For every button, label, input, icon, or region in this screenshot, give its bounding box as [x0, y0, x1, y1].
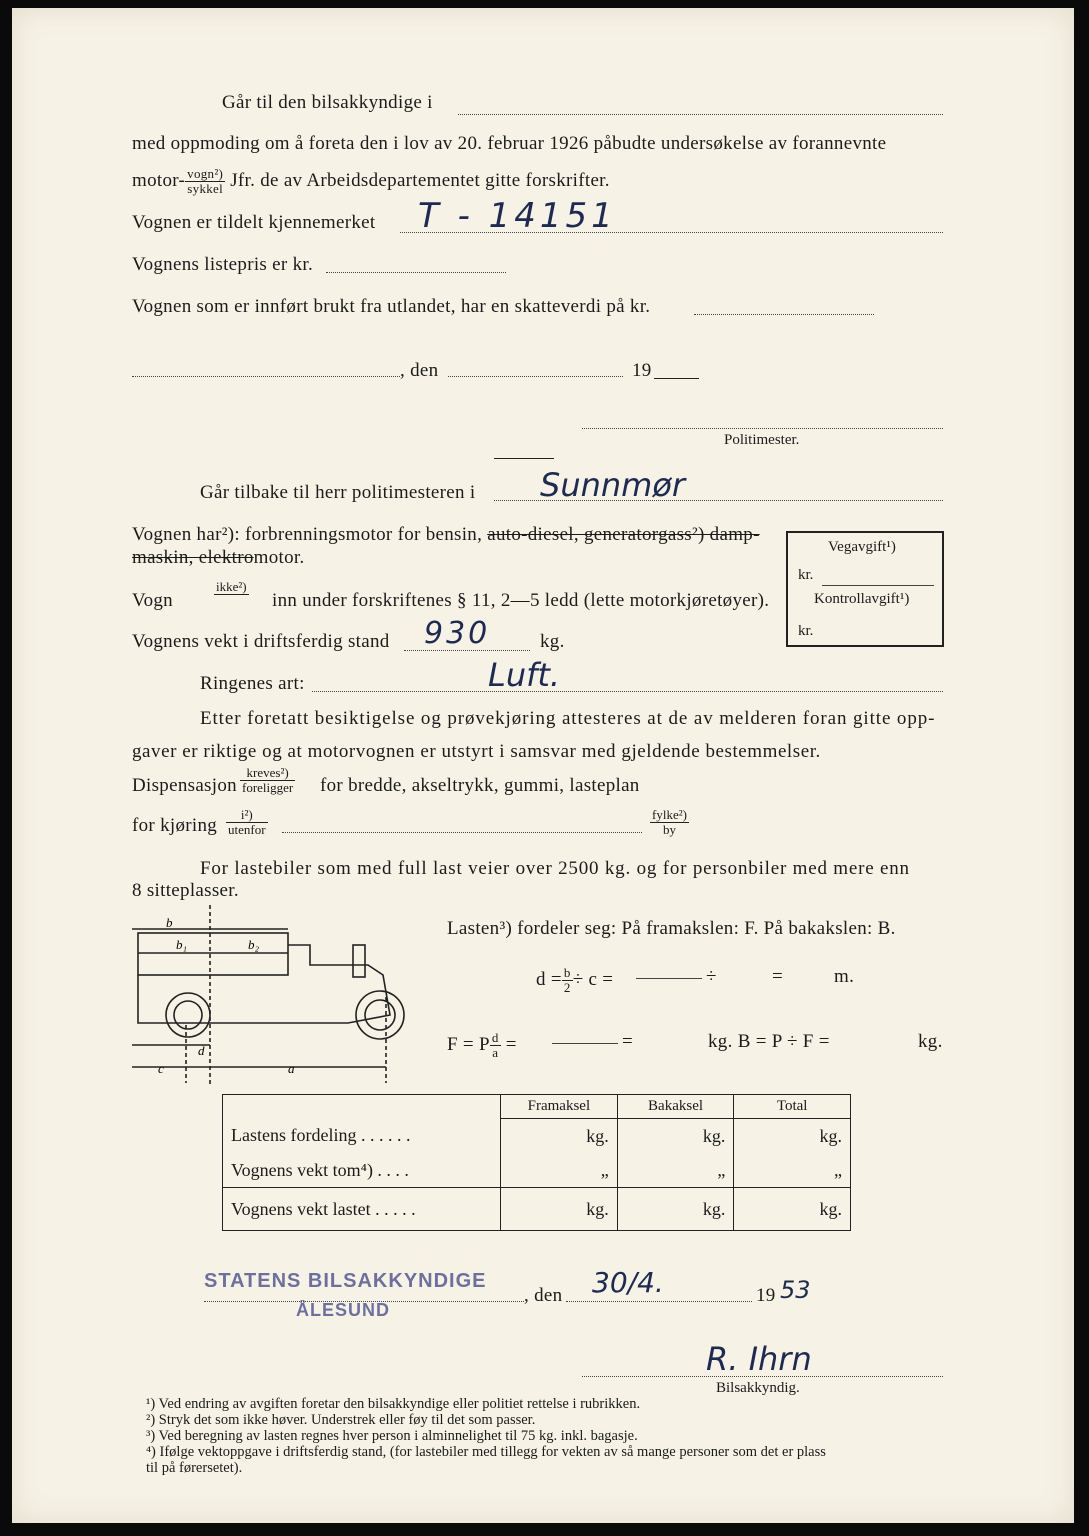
trucks-line2: 8 sitteplasser.: [132, 880, 239, 901]
tires-field[interactable]: [312, 691, 943, 692]
stamp-line2: ÅLESUND: [296, 1300, 391, 1320]
sign-den-label: , den: [524, 1285, 563, 1306]
table-cell[interactable]: kg.: [734, 1188, 851, 1231]
dispensation-label: Dispensasjon: [132, 775, 237, 796]
driving-fraction: $\frac{\text{i²)}}{\text{utenfor}}$: [228, 807, 266, 837]
table-cell[interactable]: „: [734, 1153, 851, 1188]
diagram-label-d: d: [198, 1043, 205, 1058]
control-fee-kr: kr.: [798, 623, 814, 639]
footnote-4-cont: til på førersetet).: [146, 1460, 243, 1476]
sign-date-value: 30/4.: [592, 1266, 664, 1299]
formula-d-eq: =: [772, 966, 784, 987]
table-row: [223, 1119, 851, 1154]
control-fee-label: Kontrollavgift¹): [814, 591, 910, 607]
driving-area-field[interactable]: [282, 832, 642, 833]
list-price-label: Vognens listepris er kr.: [132, 254, 314, 275]
request-line1: med oppmoding om å foreta den i lov av 20. februar 1926 påbudte undersøkelse av forannevnte: [132, 133, 887, 154]
year-field[interactable]: [654, 378, 699, 379]
dispensation-fraction: $\frac{\text{kreves²)}}{\text{foreligger}}$: [242, 765, 294, 795]
inspector-location-field[interactable]: [458, 114, 943, 115]
diagram-label-b2: b₂: [248, 937, 260, 952]
diagram-label-c: c: [158, 1061, 164, 1076]
diagram-label-a: a: [288, 1061, 295, 1076]
return-label: Går tilbake til herr politimesteren i: [200, 482, 476, 503]
truck-rear-wheel: [356, 991, 404, 1039]
tires-label: Ringenes art:: [200, 673, 305, 694]
formula-f-field[interactable]: [552, 1043, 618, 1044]
table-header: Framaksel: [501, 1095, 618, 1119]
vogn-rest: inn under forskriftenes § 11, 2—5 ledd (lette motorkjøretøyer).: [272, 590, 770, 611]
sign-place-field[interactable]: [204, 1301, 524, 1302]
request-line2: motor- $\frac{\text{vogn²)}}{\text{sykkel}}$ Jfr. de av Arbeidsdepartementet gitte forskrifter.: [132, 166, 610, 196]
trucks-line1: For lastebiler som med full last veier over 2500 kg. og for personbiler med mere enn: [200, 858, 910, 879]
place-field[interactable]: [132, 376, 400, 377]
registration-label: Vognen er tildelt kjennemerket: [132, 212, 376, 233]
engine-line2: maskin, elektromotor.: [132, 547, 305, 568]
date-field[interactable]: [448, 376, 623, 377]
engine-line1: Vognen har²): forbrenningsmotor for bensin, auto-diesel, generatorgass²) damp-: [132, 524, 760, 545]
vogn-fraction: ikke²): [216, 579, 247, 594]
table-header: Bakaksel: [617, 1095, 734, 1119]
tires-value: Luft.: [488, 656, 561, 694]
attest-line1: Etter foretatt besiktigelse og prøvekjøring attesteres at de av melderen foran gitte opp-: [200, 708, 936, 729]
table-cell[interactable]: kg.: [734, 1119, 851, 1154]
load-label: Lasten³) fordeler seg: På framakslen: F. På bakakslen: B.: [447, 918, 896, 939]
list-price-field[interactable]: [326, 272, 506, 273]
date-year-prefix: 19: [632, 360, 652, 381]
driving-fraction-2: $\frac{\text{fylke²)}}{by}$: [652, 807, 687, 837]
table-cell[interactable]: kg.: [617, 1119, 734, 1154]
diagram-label-b1: b₁: [176, 937, 188, 952]
table-row: [223, 1188, 851, 1231]
table-cell[interactable]: „: [617, 1153, 734, 1188]
row-label: Vognens vekt tom⁴) . . . .: [223, 1153, 501, 1188]
table-cell[interactable]: kg.: [617, 1188, 734, 1231]
formula-f-rest: kg. B = P ÷ F =: [708, 1031, 830, 1052]
formula-f: F = P $\frac{d}{a}$ =: [447, 1030, 517, 1060]
road-fee-field[interactable]: [822, 585, 934, 586]
weight-unit: kg.: [540, 631, 565, 652]
police-title: Politimester.: [724, 432, 800, 448]
sign-year-value: 53: [780, 1276, 811, 1304]
fees-box: [786, 531, 944, 647]
formula-f-eq2: =: [622, 1031, 634, 1052]
road-fee-label: Vegavgift¹): [828, 539, 896, 555]
attest-line2: gaver er riktige og at motorvognen er utstyrt i samsvar med gjeldende bestemmelser.: [132, 741, 821, 762]
table-header-row: [223, 1095, 851, 1119]
row-label: Vognens vekt lastet . . . . .: [223, 1188, 501, 1231]
footnote-1: ¹) Ved endring av avgiften foretar den bilsakkyndige eller politiet rettelse i rubrikken.: [146, 1396, 641, 1412]
inspector-signature: R. Ihrn: [706, 1340, 812, 1378]
return-value: Sunnmør: [540, 466, 686, 504]
tax-value-label: Vognen som er innført brukt fra utlandet, har en skatteverdi på kr.: [132, 296, 651, 317]
table-cell[interactable]: kg.: [501, 1188, 618, 1231]
footnote-3: ³) Ved beregning av lasten regnes hver person i alminnelighet til 75 kg. inkl. bagasje.: [146, 1428, 638, 1444]
tax-value-field[interactable]: [694, 314, 874, 315]
diagram-label-b: b: [166, 915, 173, 930]
date-den-label: , den: [400, 360, 439, 381]
footnote-4: ⁴) Ifølge vektoppgave i driftsferdig stand, (for lastebiler med tillegg for vekten av så mange personer som det er plass: [146, 1444, 826, 1460]
table-row: [223, 1153, 851, 1188]
truck-diagram: [128, 905, 418, 1085]
footnote-2: ²) Stryk det som ikke høver. Understrek eller føy til det som passer.: [146, 1412, 536, 1428]
stamp-line1: STATENS BILSAKKYNDIGE: [204, 1270, 487, 1292]
table-header: Total: [734, 1095, 851, 1119]
driving-label: for kjøring: [132, 815, 218, 836]
weight-value: 930: [424, 616, 491, 651]
police-signature-field[interactable]: [582, 428, 943, 429]
inspector-title: Bilsakkyndig.: [716, 1380, 800, 1396]
table-cell[interactable]: kg.: [501, 1119, 618, 1154]
load-table: [222, 1094, 851, 1231]
formula-d-unit: m.: [834, 966, 855, 987]
dispensation-rest: for bredde, akseltrykk, gummi, lasteplan: [320, 775, 640, 796]
sign-date-field[interactable]: [566, 1301, 752, 1302]
formula-d-field-1[interactable]: [636, 978, 702, 979]
row-label: Lastens fordeling . . . . . .: [223, 1119, 501, 1154]
truck-front-wheel: [166, 993, 210, 1037]
sign-year-prefix: 19: [756, 1285, 776, 1306]
weight-label: Vognens vekt i driftsferdig stand: [132, 631, 390, 652]
formula-d: d = $\frac{b}{2}$ ÷ c =: [536, 965, 614, 995]
vogn-label: Vogn: [132, 590, 173, 611]
road-fee-kr: kr.: [798, 567, 814, 583]
registration-value: T - 14151: [418, 196, 617, 236]
section-divider: [494, 458, 554, 459]
formula-d-div: ÷: [706, 966, 717, 987]
truck-cargo-bed: [138, 933, 288, 975]
formula-f-unit: kg.: [918, 1031, 943, 1052]
table-cell[interactable]: „: [501, 1153, 618, 1188]
line1-label: Går til den bilsakkyndige i: [222, 92, 433, 113]
